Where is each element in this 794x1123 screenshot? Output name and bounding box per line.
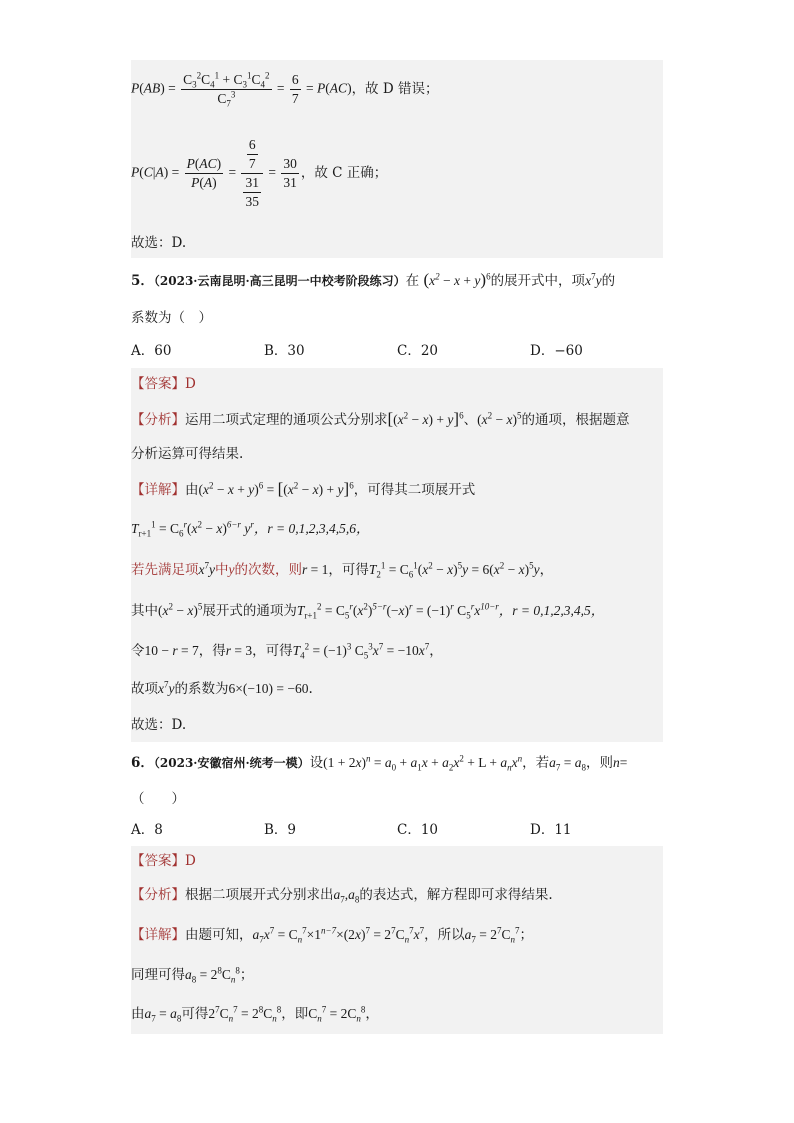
p-c-given-a-line <box>131 118 663 228</box>
formula-p-c-given-a: P(C|A) = $\frac{P(AC)}{P(A)}$ = $\frac{\frac{6}{7}}{\frac{31}{35}}$ = $\frac{30}{31}$ <box>131 136 297 209</box>
q5-stem-line1: 5．（2023·云南昆明·高三昆明一中校考阶段练习）在 $(x^2 - x + y)^6$的展开式中，项$x^7y$的 <box>131 270 616 289</box>
q6-analysis-line: 【分析】根据二项展开式分别求出$a_7,a_8$的表达式，解方程即可求得结果. <box>131 887 553 905</box>
choose-d-line-5: 故选：D. <box>131 717 187 733</box>
q5-stem-line2: 系数为（ ） <box>131 310 212 326</box>
q6-option-b[interactable]: B．9 <box>264 822 297 838</box>
q6-answer-line <box>131 846 663 876</box>
previous-solution-block <box>131 60 663 258</box>
document-page <box>131 60 663 1034</box>
question-5 <box>131 258 663 742</box>
p-c-conclusion: ，故 C 正确； <box>300 165 388 181</box>
q6-options <box>131 814 663 846</box>
q5-coefficient-line: 故项$x^7y$的系数为6×(−10) = −60. <box>131 679 313 697</box>
q5-expression: $(x^2 - x + y)^6$ <box>423 270 491 289</box>
q6-equation-line: 由$a_7 = a_8$可得$2^7C_n^7 = 2^8C_n^8$，即$C_n^7 = 2C_n^8$， <box>131 1004 379 1024</box>
q5-option-c[interactable]: C．20 <box>397 343 439 359</box>
q6-option-a[interactable]: A．8 <box>131 822 163 838</box>
q6-detail-line: 【详解】由题可知，$a_7x^7 = C_n^7\times 1^{n-7}\times(2x)^7 = 2^7C_n^7x^7$，所以$a_7 = 2^7C_n^7$； <box>131 925 533 945</box>
q5-first-step-line: 若先满足项$x^7y$中y的次数，则r = 1，可得$T_2^1 = C_6^1(x^2 - x)^5y = 6(x^2 - x)^5y$， <box>131 560 554 580</box>
q5-analysis-line2: 分析运算可得结果. <box>131 446 244 462</box>
q5-answer-value: D <box>185 376 196 392</box>
q5-source: （2023·云南昆明·高三昆明一中校考阶段练习） <box>153 274 406 288</box>
q5-option-b[interactable]: B．30 <box>264 343 305 359</box>
q6-answer-value: D <box>185 853 196 869</box>
q6-option-c[interactable]: C．10 <box>397 822 439 838</box>
q5-inner-term-line: 其中$(x^2 - x)^5$展开式的通项为$T_{r+1}^2 = C_5^r(x^2)^{5-r}(-x)^r = (-1)^r$ $C_5^rx^{10-r}$，r = 0,1,2,3,4,5， <box>131 601 605 621</box>
p-ab-line <box>131 60 663 118</box>
q5-detail-line1: 【详解】由$(x^2 - x + y)^6 = [(x^2 - x) + y]^6$，可得其二项展开式 <box>131 479 476 498</box>
q6-source: （2023·安徽宿州·统考一模） <box>153 756 310 770</box>
q6-stem-line2: （ ） <box>131 791 185 807</box>
p-ab-conclusion: ，故 D 错误； <box>351 81 439 97</box>
q6-answer-label: 【答案】 <box>131 853 185 869</box>
q5-option-d[interactable]: D．−60 <box>530 343 583 359</box>
q5-analysis-line1: 【分析】运用二项式定理的通项公式分别求$[(x^2 - x) + y]^6$、$(x^2 - x)^5$的通项，根据题意 <box>131 409 630 428</box>
q6-stem-line1: 6．（2023·安徽宿州·统考一模）设$(1 + 2x)^n = a_0 + a_1x + a_2x^2 + L + a_nx^n$，若$a_7 = a_8$，则n= <box>131 753 628 773</box>
q5-solution-block <box>131 368 663 742</box>
q6-expansion: $(1 + 2x)^n = a_0 + a_1x + a_2x^2 + L + a_nx^n$ <box>323 753 523 773</box>
choose-d-line-4: 故选：D. <box>131 235 187 251</box>
q5-answer-label: 【答案】 <box>131 376 185 392</box>
q6-same-line: 同理可得$a_8 = 2^8C_n^8$； <box>131 965 254 985</box>
q6-solution-block <box>131 846 663 1034</box>
q5-option-a[interactable]: A．60 <box>131 343 172 359</box>
q6-option-d[interactable]: D．11 <box>530 822 572 838</box>
q5-let-line: 令10 − r = 7，得r = 3，可得$T_4^2 = (-1)^3$ $C_5^3x^7 = -10x^7$， <box>131 641 443 661</box>
q5-options <box>131 334 663 368</box>
q5-answer-line <box>131 368 663 400</box>
formula-p-ab: P(AB) = $\frac{C_3^2C_4^1 + C_3^1C_4^2}{C_7^3}$ = $\frac{6}{7}$ = P(AC) <box>131 70 352 109</box>
q5-general-term-line: $T_{r+1}^1 = C_6^r(x^2 - x)^{6-r}$ $y^r$，r = 0,1,2,3,4,5,6， <box>131 519 370 539</box>
question-6 <box>131 742 663 1034</box>
q5-term: $x^7y$ <box>585 271 602 288</box>
